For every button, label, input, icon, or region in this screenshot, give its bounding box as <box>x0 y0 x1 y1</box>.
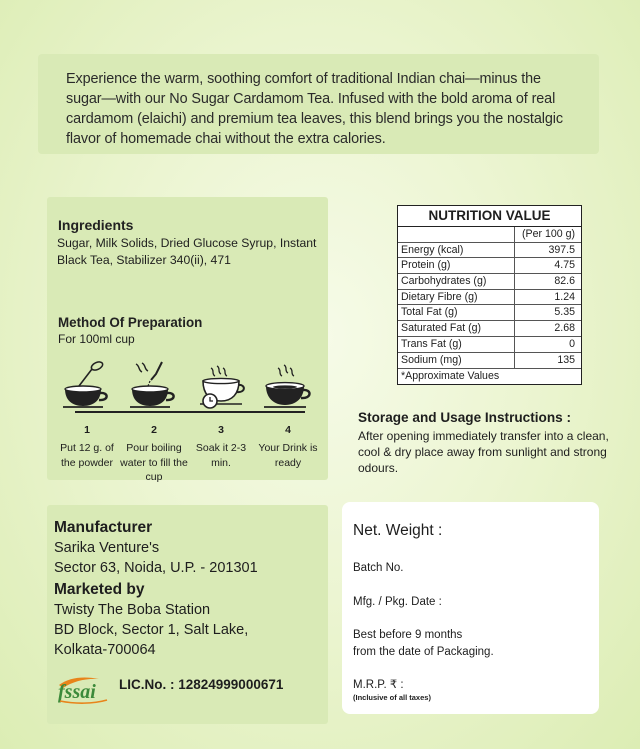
nutrient-label: Trans Fat (g) <box>398 337 515 352</box>
fssai-logo-text: fssai <box>58 681 96 703</box>
manufacturer-address: Sector 63, Noida, U.P. - 201301 <box>54 560 258 576</box>
nutrition-row <box>398 274 581 290</box>
nutrition-row <box>398 305 581 321</box>
nutrient-label: Energy (kcal) <box>398 243 515 258</box>
nutrient-label: Total Fat (g) <box>398 305 515 320</box>
nutrition-footnote: *Approximate Values <box>398 368 581 384</box>
manufacturer-panel <box>47 505 328 724</box>
nutrition-row <box>398 243 581 259</box>
ingredients-panel <box>47 197 328 483</box>
nutrition-row <box>398 353 581 369</box>
step-number: 2 <box>151 424 157 436</box>
mfg-date-label: Mfg. / Pkg. Date : <box>353 596 442 608</box>
fssai-license: LIC.No. : 12824999000671 <box>119 677 284 692</box>
marketer-address-line2: Kolkata-700064 <box>54 642 156 658</box>
method-steps <box>53 362 323 483</box>
step-description: Your Drink is ready <box>258 442 318 469</box>
batch-info-card <box>342 502 599 714</box>
nutrient-label: Sodium (mg) <box>398 353 515 369</box>
nutrition-header-row <box>398 227 581 243</box>
nutrition-header-blank <box>398 227 515 242</box>
nutrient-value: 82.6 <box>554 275 575 288</box>
nutrient-value: 0 <box>569 337 575 350</box>
nutrition-row <box>398 321 581 337</box>
marketed-title: Marketed by <box>54 581 145 598</box>
step-number: 3 <box>218 424 224 436</box>
cup-with-kettle-pour-icon <box>120 362 188 410</box>
nutrition-table <box>397 205 582 385</box>
nutrition-row <box>398 290 581 306</box>
nutrition-row <box>398 258 581 274</box>
fssai-logo-icon <box>55 673 110 705</box>
nutrient-label: Protein (g) <box>398 258 515 273</box>
nutrition-title: NUTRITION VALUE <box>398 206 581 227</box>
step-description: Soak it 2-3 min. <box>195 442 247 469</box>
mrp-label: M.R.P. ₹ : <box>353 679 404 691</box>
storage-title: Storage and Usage Instructions : <box>358 410 572 425</box>
nutrient-label: Saturated Fat (g) <box>398 321 515 336</box>
best-before-line2: from the date of Packaging. <box>353 646 494 658</box>
batch-number-label: Batch No. <box>353 562 404 574</box>
method-subtitle: For 100ml cup <box>58 332 135 346</box>
step-description: Pour boiling water to fill the cup <box>120 442 188 483</box>
nutrient-label: Carbohydrates (g) <box>398 274 515 289</box>
nutrient-value: 4.75 <box>554 259 575 272</box>
method-step-2 <box>120 362 188 485</box>
storage-text: After opening immediately transfer into a clean, cool & dry place away from sunlight and strong odours. <box>358 429 609 475</box>
nutrient-label: Dietary Fibre (g) <box>398 290 515 305</box>
nutrition-per-label: (Per 100 g) <box>522 228 575 240</box>
intro-panel <box>38 54 599 154</box>
method-step-4 <box>254 362 322 470</box>
manufacturer-title: Manufacturer <box>54 519 153 536</box>
mrp-tax-note: (Inclusive of all taxes) <box>353 693 431 702</box>
method-title: Method Of Preparation <box>58 315 203 330</box>
manufacturer-name: Sarika Venture's <box>54 540 160 556</box>
nutrient-value: 5.35 <box>554 306 575 319</box>
nutrient-value: 2.68 <box>554 322 575 335</box>
cup-with-timer-icon <box>187 362 255 410</box>
nutrition-rows <box>398 243 581 369</box>
best-before-line1: Best before 9 months <box>353 629 463 641</box>
nutrient-value: 135 <box>557 353 575 366</box>
step-number: 4 <box>285 424 291 436</box>
marketer-address-line1: BD Block, Sector 1, Salt Lake, <box>54 622 249 638</box>
ingredients-text: Sugar, Milk Solids, Dried Glucose Syrup, Instant Black Tea, Stabilizer 340(ii), 471 <box>57 236 317 267</box>
nutrient-value: 397.5 <box>548 243 575 256</box>
method-step-3 <box>187 362 255 470</box>
intro-text: Experience the warm, soothing comfort of traditional Indian chai—minus the sugar—with our No Sugar Cardamom Tea. Infused with the bold aroma of real cardamom (elaichi) and premium tea leaves, this blend brings you the nostalgic flavor of homemade chai without the extra calories. <box>66 71 563 147</box>
ingredients-title: Ingredients <box>58 217 134 233</box>
step-description: Put 12 g. of the powder <box>60 442 114 469</box>
cup-with-spoon-icon <box>53 362 121 410</box>
net-weight-label: Net. Weight : <box>353 522 443 539</box>
nutrition-row <box>398 337 581 353</box>
hot-cup-icon <box>254 362 322 410</box>
step-number: 1 <box>84 424 90 436</box>
marketer-name: Twisty The Boba Station <box>54 602 211 618</box>
nutrient-value: 1.24 <box>554 290 575 303</box>
method-step-1 <box>53 362 121 470</box>
best-before <box>353 627 494 661</box>
